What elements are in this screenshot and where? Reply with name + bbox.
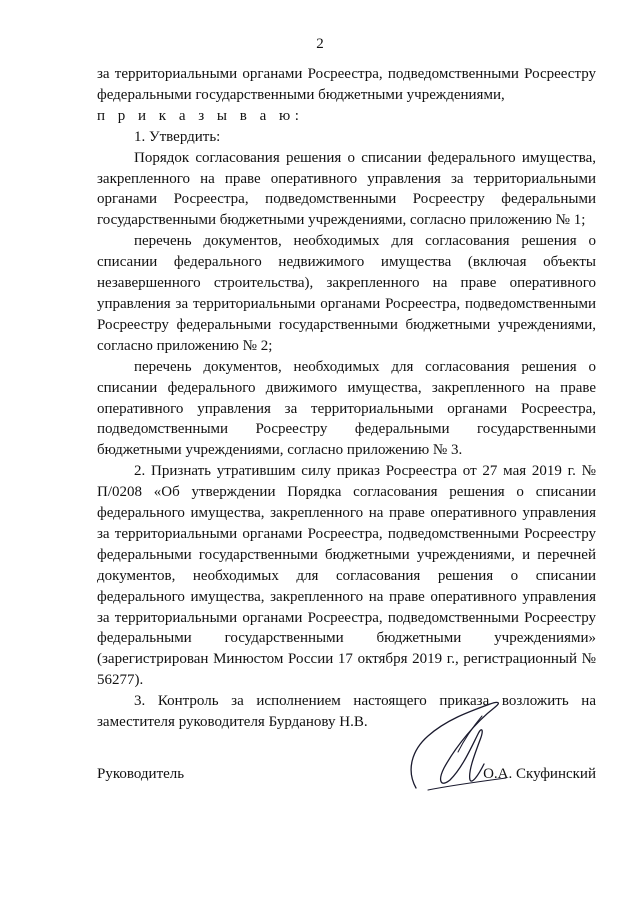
page-number: 2: [316, 36, 324, 52]
signature-block: [97, 760, 596, 800]
order-word: п р и к а з ы в а ю:: [97, 107, 304, 124]
intro-text: за территориальными органами Росреестра, подведомственными Росреестру федеральными государственными бюджетными учреждениями,: [97, 66, 596, 103]
document-body: [97, 64, 596, 733]
item-1-paragraph-3: перечень документов, необходимых для согласования решения о списании федерального движимого имущества, закрепленного на праве оперативного управления за территориальными органами Росреестра, подведомственными Росреестру федеральными государственными бюджетными учреждениями, согласно приложению № 3.: [97, 358, 596, 459]
item-3-paragraph: 3. Контроль за исполнением настоящего приказа возложить на заместителя руководителя Бурданову Н.В.: [97, 693, 596, 731]
item-1-paragraph-1: Порядок согласования решения о списании федерального имущества, закрепленного на праве оперативного управления за территориальными органами Росреестра, подведомственными Росреестру федеральными государственными бюджетными учреждениями, согласно приложению № 1;: [97, 149, 596, 229]
signatory-name: О.А. Скуфинский: [483, 766, 596, 782]
item-2-paragraph: 2. Признать утратившим силу приказ Росреестра от 27 мая 2019 г. № П/0208 «Об утверждении Порядка согласования решения о списании федерального имущества, закрепленного на праве оперативного управления за территориальными органами Росреестра, подведомственными Росреестру федеральными государственными бюджетными учреждениями, и перечней документов, необходимых для согласования решения о списании федерального имущества, закрепленного на праве оперативного управления за территориальными органами Росреестра, подведомственными Росреестру федеральными государственными бюджетными учреждениями» (зарегистрирован Минюстом России 17 октября 2019 г., регистрационный № 56277).: [97, 463, 596, 689]
signatory-title: Руководитель: [97, 766, 185, 782]
item-1-heading: 1. Утвердить:: [134, 128, 221, 145]
item-1-paragraph-2: перечень документов, необходимых для согласования решения о списании федерального недвижимого имущества (включая объекты незавершенного строительства), закрепленного на праве оперативного управления за территориальными органами Росреестра, подведомственными Росреестру федеральными государственными бюджетными учреждениями, согласно приложению № 2;: [97, 233, 596, 354]
